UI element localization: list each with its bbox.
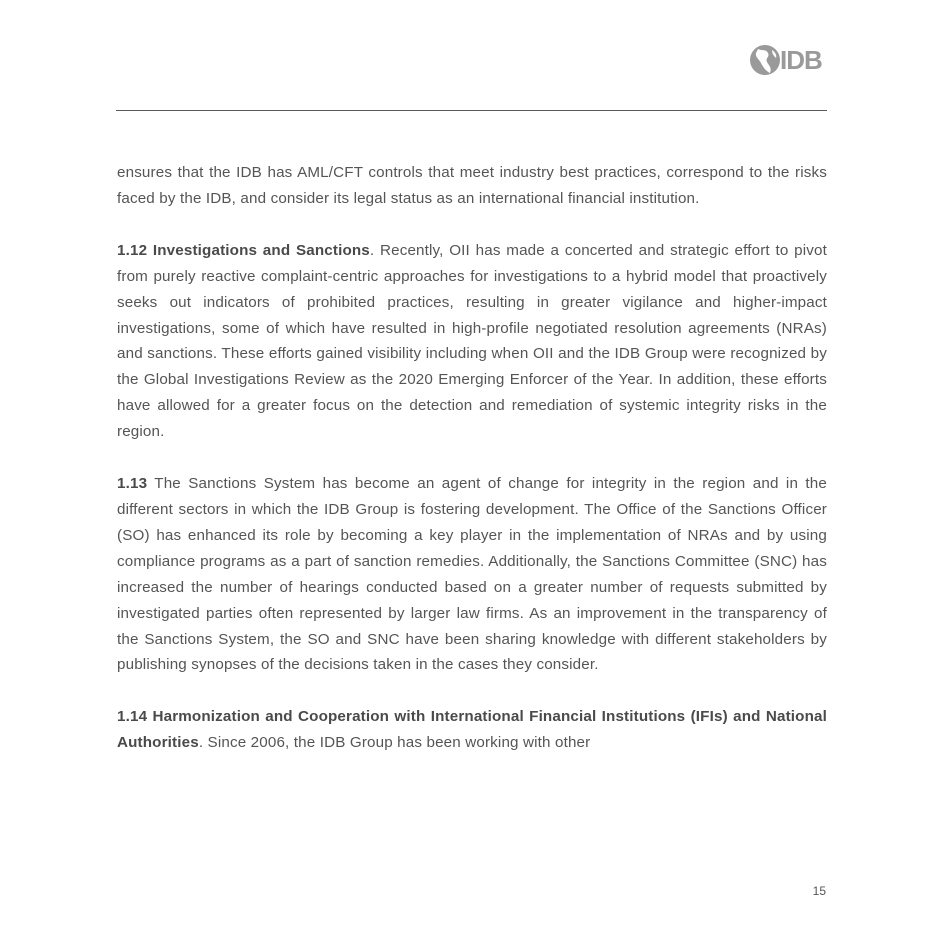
section-heading: Harmonization and Cooperation with International Financial Institutions (IFIs) and National Authorities xyxy=(117,708,827,752)
paragraph-continuation xyxy=(117,160,827,212)
paragraph-1-14 xyxy=(117,704,827,756)
paragraph-text: ensures that the IDB has AML/CFT controls that meet industry best practices, correspond to the risks faced by the IDB, and consider its legal status as an international financial institution. xyxy=(117,164,827,207)
paragraph-text: The Sanctions System has become an agent of change for integrity in the region and in the different sectors in which the IDB Group is fostering development. The Office of the Sanctions Officer (SO) has enhanced its role by becoming a key player in the implementation of NRAs and by using compliance programs as a part of sanction remedies. Additionally, the Sanctions Committee (SNC) has increased the number of hearings conducted based on a greater number of requests submitted by investigated parties often represented by larger law firms. As an improvement in the transparency of the Sanctions System, the SO and SNC have been sharing knowledge with different stakeholders by publishing synopses of the decisions taken in the cases they consider. xyxy=(117,475,827,674)
idb-logo xyxy=(748,43,832,77)
globe-icon xyxy=(748,43,782,77)
paragraph-1-13 xyxy=(117,471,827,678)
section-heading: Investigations and Sanctions xyxy=(152,241,370,259)
logo-text: IDB xyxy=(780,45,822,75)
paragraph-text: . Since 2006, the IDB Group has been working with other xyxy=(198,734,591,752)
page-number: 15 xyxy=(812,884,826,898)
paragraph-text: . Recently, OII has made a concerted and strategic effort to pivot from purely reactive complaint-centric approaches for investigations to a hybrid model that proactively seeks out indicators of prohibited practices, resulting in greater vigilance and higher-impact investigations, some of which have resulted in high-profile negotiated resolution agreements (NRAs) and sanctions. These efforts gained visibility including when OII and the IDB Group were recognized by the Global Investigations Review as the 2020 Emerging Enforcer of the Year. In addition, these efforts have allowed for a greater focus on the detection and remediation of systemic integrity risks in the region. xyxy=(117,241,827,441)
section-number: 1.14 xyxy=(117,708,148,726)
section-number: 1.13 xyxy=(117,475,148,493)
paragraph-1-12 xyxy=(117,238,827,445)
document-body xyxy=(117,160,827,756)
header-divider xyxy=(116,110,827,111)
section-number: 1.12 xyxy=(117,241,148,259)
